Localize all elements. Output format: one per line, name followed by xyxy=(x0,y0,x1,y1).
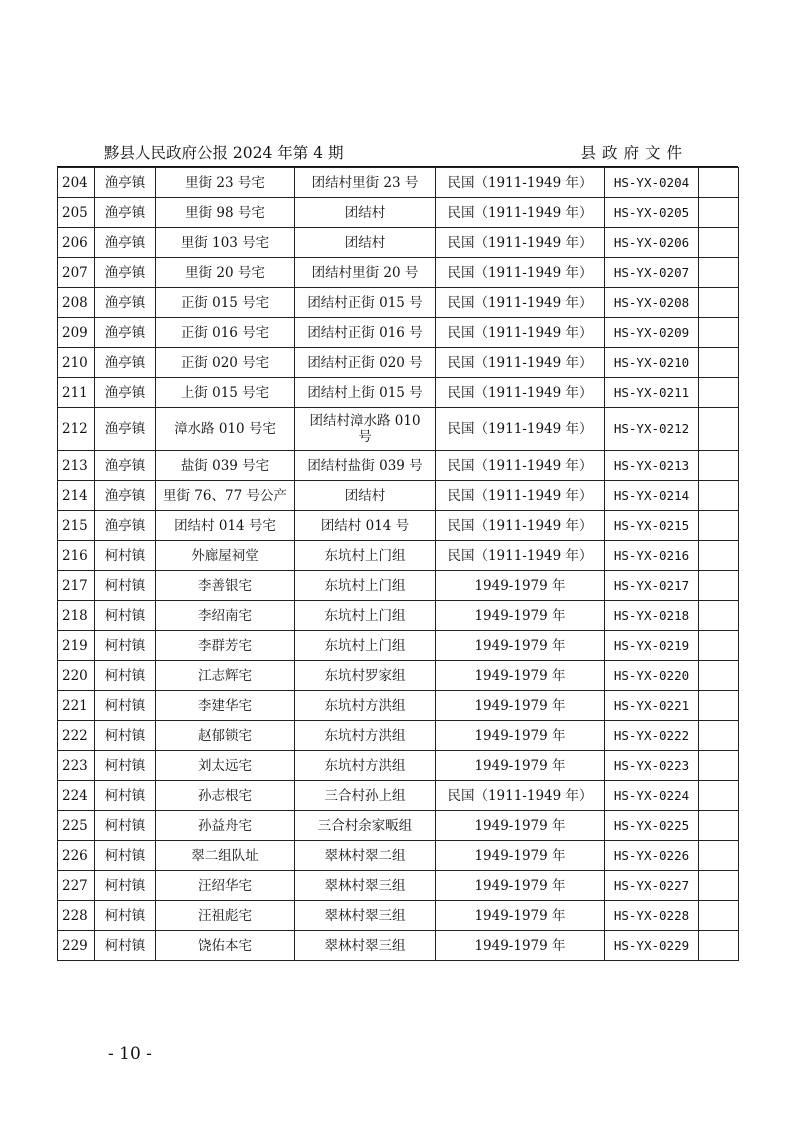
era-cell: 民国（1911-1949 年） xyxy=(436,168,605,198)
town-cell: 柯村镇 xyxy=(95,661,156,691)
note-cell xyxy=(699,781,739,811)
code-cell: HS-YX-0217 xyxy=(605,571,699,601)
row-number-cell: 222 xyxy=(58,721,95,751)
table-row xyxy=(58,631,739,661)
table-row xyxy=(58,751,739,781)
code-cell: HS-YX-0211 xyxy=(605,378,699,408)
site-name-cell: 外廊屋祠堂 xyxy=(156,541,295,571)
town-cell: 柯村镇 xyxy=(95,721,156,751)
era-cell: 1949-1979 年 xyxy=(436,571,605,601)
note-cell xyxy=(699,348,739,378)
location-cell: 东坑村上门组 xyxy=(295,631,436,661)
note-cell xyxy=(699,841,739,871)
town-cell: 渔亭镇 xyxy=(95,198,156,228)
site-name-cell: 江志辉宅 xyxy=(156,661,295,691)
table-row xyxy=(58,811,739,841)
town-cell: 渔亭镇 xyxy=(95,511,156,541)
site-name-cell: 漳水路 010 号宅 xyxy=(156,408,295,451)
site-name-cell: 刘太远宅 xyxy=(156,751,295,781)
row-number-cell: 219 xyxy=(58,631,95,661)
site-name-cell: 正街 015 号宅 xyxy=(156,288,295,318)
note-cell xyxy=(699,288,739,318)
era-cell: 1949-1979 年 xyxy=(436,931,605,961)
note-cell xyxy=(699,511,739,541)
era-cell: 1949-1979 年 xyxy=(436,871,605,901)
site-name-cell: 翠二组队址 xyxy=(156,841,295,871)
row-number-cell: 217 xyxy=(58,571,95,601)
town-cell: 渔亭镇 xyxy=(95,408,156,451)
site-name-cell: 盐街 039 号宅 xyxy=(156,451,295,481)
era-cell: 1949-1979 年 xyxy=(436,691,605,721)
heritage-registry-table xyxy=(57,167,739,961)
table-row xyxy=(58,601,739,631)
row-number-cell: 213 xyxy=(58,451,95,481)
code-cell: HS-YX-0208 xyxy=(605,288,699,318)
town-cell: 柯村镇 xyxy=(95,871,156,901)
site-name-cell: 里街 23 号宅 xyxy=(156,168,295,198)
site-name-cell: 里街 20 号宅 xyxy=(156,258,295,288)
bulletin-title: 黟县人民政府公报 2024 年第 4 期 xyxy=(104,144,344,162)
table-row xyxy=(58,721,739,751)
site-name-cell: 汪绍华宅 xyxy=(156,871,295,901)
code-cell: HS-YX-0210 xyxy=(605,348,699,378)
era-cell: 民国（1911-1949 年） xyxy=(436,511,605,541)
town-cell: 柯村镇 xyxy=(95,931,156,961)
row-number-cell: 218 xyxy=(58,601,95,631)
town-cell: 渔亭镇 xyxy=(95,481,156,511)
note-cell xyxy=(699,541,739,571)
table-row xyxy=(58,168,739,198)
era-cell: 民国（1911-1949 年） xyxy=(436,481,605,511)
row-number-cell: 221 xyxy=(58,691,95,721)
table-row xyxy=(58,481,739,511)
location-cell: 东坑村方洪组 xyxy=(295,721,436,751)
code-cell: HS-YX-0207 xyxy=(605,258,699,288)
location-cell: 团结村里街 20 号 xyxy=(295,258,436,288)
row-number-cell: 228 xyxy=(58,901,95,931)
table-row xyxy=(58,511,739,541)
page-number: - 10 - xyxy=(108,1044,152,1064)
town-cell: 渔亭镇 xyxy=(95,258,156,288)
location-cell: 团结村正街 015 号 xyxy=(295,288,436,318)
site-name-cell: 里街 103 号宅 xyxy=(156,228,295,258)
location-cell: 团结村正街 020 号 xyxy=(295,348,436,378)
row-number-cell: 227 xyxy=(58,871,95,901)
location-cell: 团结村盐街 039 号 xyxy=(295,451,436,481)
row-number-cell: 204 xyxy=(58,168,95,198)
era-cell: 民国（1911-1949 年） xyxy=(436,288,605,318)
town-cell: 柯村镇 xyxy=(95,541,156,571)
note-cell xyxy=(699,931,739,961)
era-cell: 民国（1911-1949 年） xyxy=(436,408,605,451)
row-number-cell: 209 xyxy=(58,318,95,348)
note-cell xyxy=(699,481,739,511)
code-cell: HS-YX-0219 xyxy=(605,631,699,661)
town-cell: 渔亭镇 xyxy=(95,348,156,378)
row-number-cell: 216 xyxy=(58,541,95,571)
table-row xyxy=(58,451,739,481)
town-cell: 渔亭镇 xyxy=(95,288,156,318)
site-name-cell: 正街 016 号宅 xyxy=(156,318,295,348)
row-number-cell: 220 xyxy=(58,661,95,691)
era-cell: 1949-1979 年 xyxy=(436,721,605,751)
code-cell: HS-YX-0227 xyxy=(605,871,699,901)
town-cell: 柯村镇 xyxy=(95,571,156,601)
era-cell: 民国（1911-1949 年） xyxy=(436,541,605,571)
site-name-cell: 孙益舟宅 xyxy=(156,811,295,841)
site-name-cell: 饶佑本宅 xyxy=(156,931,295,961)
location-cell: 团结村漳水路 010 号 xyxy=(295,408,436,451)
site-name-cell: 李绍南宅 xyxy=(156,601,295,631)
row-number-cell: 214 xyxy=(58,481,95,511)
era-cell: 民国（1911-1949 年） xyxy=(436,451,605,481)
town-cell: 柯村镇 xyxy=(95,781,156,811)
table-row xyxy=(58,691,739,721)
table-row xyxy=(58,541,739,571)
row-number-cell: 215 xyxy=(58,511,95,541)
note-cell xyxy=(699,751,739,781)
row-number-cell: 210 xyxy=(58,348,95,378)
location-cell: 三合村余家畈组 xyxy=(295,811,436,841)
note-cell xyxy=(699,258,739,288)
note-cell xyxy=(699,451,739,481)
code-cell: HS-YX-0223 xyxy=(605,751,699,781)
town-cell: 柯村镇 xyxy=(95,811,156,841)
note-cell xyxy=(699,228,739,258)
town-cell: 柯村镇 xyxy=(95,691,156,721)
note-cell xyxy=(699,601,739,631)
era-cell: 1949-1979 年 xyxy=(436,661,605,691)
table-row xyxy=(58,931,739,961)
code-cell: HS-YX-0213 xyxy=(605,451,699,481)
row-number-cell: 207 xyxy=(58,258,95,288)
location-cell: 东坑村上门组 xyxy=(295,541,436,571)
location-cell: 翠林村翠三组 xyxy=(295,871,436,901)
era-cell: 民国（1911-1949 年） xyxy=(436,348,605,378)
site-name-cell: 汪祖彪宅 xyxy=(156,901,295,931)
code-cell: HS-YX-0229 xyxy=(605,931,699,961)
site-name-cell: 孙志根宅 xyxy=(156,781,295,811)
table-row xyxy=(58,841,739,871)
note-cell xyxy=(699,571,739,601)
table-row xyxy=(58,348,739,378)
table-row xyxy=(58,198,739,228)
site-name-cell: 团结村 014 号宅 xyxy=(156,511,295,541)
town-cell: 柯村镇 xyxy=(95,901,156,931)
era-cell: 民国（1911-1949 年） xyxy=(436,258,605,288)
note-cell xyxy=(699,721,739,751)
era-cell: 民国（1911-1949 年） xyxy=(436,378,605,408)
town-cell: 柯村镇 xyxy=(95,841,156,871)
code-cell: HS-YX-0214 xyxy=(605,481,699,511)
location-cell: 东坑村方洪组 xyxy=(295,751,436,781)
table-row xyxy=(58,288,739,318)
location-cell: 东坑村上门组 xyxy=(295,601,436,631)
note-cell xyxy=(699,198,739,228)
town-cell: 渔亭镇 xyxy=(95,318,156,348)
location-cell: 翠林村翠二组 xyxy=(295,841,436,871)
era-cell: 民国（1911-1949 年） xyxy=(436,318,605,348)
code-cell: HS-YX-0204 xyxy=(605,168,699,198)
site-name-cell: 里街 76、77 号公产 xyxy=(156,481,295,511)
note-cell xyxy=(699,811,739,841)
note-cell xyxy=(699,408,739,451)
row-number-cell: 205 xyxy=(58,198,95,228)
site-name-cell: 赵郁锁宅 xyxy=(156,721,295,751)
location-cell: 东坑村上门组 xyxy=(295,571,436,601)
code-cell: HS-YX-0221 xyxy=(605,691,699,721)
location-cell: 团结村 xyxy=(295,481,436,511)
table-row xyxy=(58,571,739,601)
era-cell: 民国（1911-1949 年） xyxy=(436,198,605,228)
table-row xyxy=(58,871,739,901)
town-cell: 渔亭镇 xyxy=(95,228,156,258)
note-cell xyxy=(699,661,739,691)
town-cell: 渔亭镇 xyxy=(95,451,156,481)
table-row xyxy=(58,408,739,451)
town-cell: 柯村镇 xyxy=(95,751,156,781)
row-number-cell: 211 xyxy=(58,378,95,408)
table-row xyxy=(58,781,739,811)
site-name-cell: 里街 98 号宅 xyxy=(156,198,295,228)
table-row xyxy=(58,378,739,408)
row-number-cell: 212 xyxy=(58,408,95,451)
code-cell: HS-YX-0205 xyxy=(605,198,699,228)
row-number-cell: 224 xyxy=(58,781,95,811)
section-label: 县政府文件 xyxy=(580,144,688,162)
code-cell: HS-YX-0228 xyxy=(605,901,699,931)
location-cell: 团结村 014 号 xyxy=(295,511,436,541)
era-cell: 1949-1979 年 xyxy=(436,811,605,841)
site-name-cell: 正街 020 号宅 xyxy=(156,348,295,378)
row-number-cell: 226 xyxy=(58,841,95,871)
location-cell: 翠林村翠三组 xyxy=(295,931,436,961)
code-cell: HS-YX-0222 xyxy=(605,721,699,751)
code-cell: HS-YX-0225 xyxy=(605,811,699,841)
table-row xyxy=(58,228,739,258)
site-name-cell: 李善银宅 xyxy=(156,571,295,601)
era-cell: 1949-1979 年 xyxy=(436,841,605,871)
note-cell xyxy=(699,901,739,931)
code-cell: HS-YX-0220 xyxy=(605,661,699,691)
row-number-cell: 208 xyxy=(58,288,95,318)
town-cell: 柯村镇 xyxy=(95,601,156,631)
location-cell: 东坑村罗家组 xyxy=(295,661,436,691)
note-cell xyxy=(699,871,739,901)
row-number-cell: 229 xyxy=(58,931,95,961)
table-row xyxy=(58,258,739,288)
note-cell xyxy=(699,691,739,721)
note-cell xyxy=(699,168,739,198)
note-cell xyxy=(699,318,739,348)
era-cell: 1949-1979 年 xyxy=(436,751,605,781)
site-name-cell: 上街 015 号宅 xyxy=(156,378,295,408)
row-number-cell: 223 xyxy=(58,751,95,781)
table-row xyxy=(58,901,739,931)
document-header xyxy=(104,141,688,165)
note-cell xyxy=(699,378,739,408)
table-body xyxy=(58,168,739,961)
site-name-cell: 李群芳宅 xyxy=(156,631,295,661)
location-cell: 团结村 xyxy=(295,228,436,258)
location-cell: 东坑村方洪组 xyxy=(295,691,436,721)
code-cell: HS-YX-0216 xyxy=(605,541,699,571)
note-cell xyxy=(699,631,739,661)
code-cell: HS-YX-0226 xyxy=(605,841,699,871)
location-cell: 团结村上街 015 号 xyxy=(295,378,436,408)
era-cell: 民国（1911-1949 年） xyxy=(436,228,605,258)
code-cell: HS-YX-0215 xyxy=(605,511,699,541)
era-cell: 1949-1979 年 xyxy=(436,631,605,661)
table-row xyxy=(58,661,739,691)
code-cell: HS-YX-0224 xyxy=(605,781,699,811)
row-number-cell: 225 xyxy=(58,811,95,841)
location-cell: 团结村里街 23 号 xyxy=(295,168,436,198)
row-number-cell: 206 xyxy=(58,228,95,258)
era-cell: 1949-1979 年 xyxy=(436,601,605,631)
code-cell: HS-YX-0206 xyxy=(605,228,699,258)
town-cell: 渔亭镇 xyxy=(95,378,156,408)
site-name-cell: 李建华宅 xyxy=(156,691,295,721)
town-cell: 渔亭镇 xyxy=(95,168,156,198)
location-cell: 团结村 xyxy=(295,198,436,228)
code-cell: HS-YX-0212 xyxy=(605,408,699,451)
location-cell: 团结村正街 016 号 xyxy=(295,318,436,348)
town-cell: 柯村镇 xyxy=(95,631,156,661)
era-cell: 1949-1979 年 xyxy=(436,901,605,931)
location-cell: 三合村孙上组 xyxy=(295,781,436,811)
era-cell: 民国（1911-1949 年） xyxy=(436,781,605,811)
location-cell: 翠林村翠三组 xyxy=(295,901,436,931)
code-cell: HS-YX-0209 xyxy=(605,318,699,348)
table-row xyxy=(58,318,739,348)
code-cell: HS-YX-0218 xyxy=(605,601,699,631)
